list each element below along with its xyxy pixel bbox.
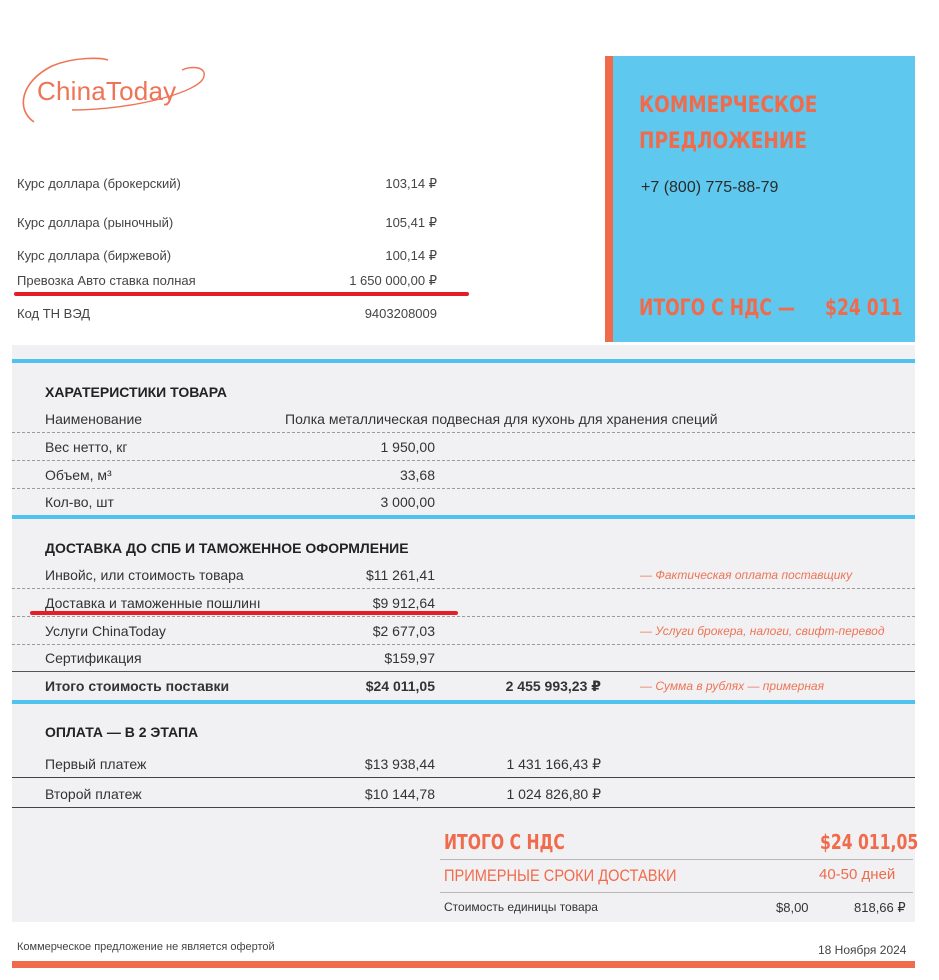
summary-total-label: ИТОГО С НДС xyxy=(444,830,565,854)
rate-value: 105,41 ₽ xyxy=(385,215,437,230)
rate-label: Код ТН ВЭД xyxy=(17,306,91,321)
offer-phone[interactable]: +7 (800) 775-88-79 xyxy=(641,179,779,196)
table-row xyxy=(12,780,915,808)
row-label: Объем, м³ xyxy=(45,467,112,483)
row-label: Услуги ChinaToday xyxy=(45,623,166,639)
offer-total-label: ИТОГО С НДС — xyxy=(639,296,796,321)
row-rub: 2 455 993,23 ₽ xyxy=(505,678,601,694)
rate-label: Превозка Авто ставка полная xyxy=(17,273,196,288)
row-label: Наименование xyxy=(45,411,143,427)
row-label: Второй платеж xyxy=(45,786,142,802)
unit-price-usd: $8,00 xyxy=(776,900,809,915)
divider xyxy=(440,859,913,860)
row-value: 33,68 xyxy=(399,467,435,483)
footer-bar xyxy=(12,961,915,968)
row-note: — Фактическая оплата поставщику xyxy=(640,568,853,582)
rate-row-exchange xyxy=(17,248,437,266)
offer-title-line: ПРЕДЛОЖЕНИЕ xyxy=(639,129,807,154)
offer-title xyxy=(639,88,866,160)
footer-disclaimer: Коммерческое предложение не является офертой xyxy=(17,941,275,953)
rate-value: 103,14 ₽ xyxy=(385,176,437,191)
row-value: 3 000,00 xyxy=(380,494,435,510)
rate-label: Курс доллара (брокерский) xyxy=(17,176,181,191)
offer-total-value: $24 011 xyxy=(825,296,903,321)
unit-price-label: Стоимость единицы товара xyxy=(444,900,598,914)
delivery-term-value: 40-50 дней xyxy=(819,866,896,883)
logo-text: ChinaToday xyxy=(37,76,177,106)
section-title-payment: ОПЛАТА — В 2 ЭТАПА xyxy=(45,724,199,740)
table-row xyxy=(12,750,915,778)
delivery-term-label: ПРИМЕРНЫЕ СРОКИ ДОСТАВКИ xyxy=(444,866,677,885)
row-label: Инвойс, или стоимость товара xyxy=(45,567,244,583)
section-divider xyxy=(12,515,915,519)
rate-row-transport xyxy=(17,273,437,291)
row-rub: 1 024 826,80 ₽ xyxy=(506,786,601,802)
highlight-underline xyxy=(30,611,458,615)
row-usd: $11 261,41 xyxy=(365,567,435,583)
rate-label: Курс доллара (рыночный) xyxy=(17,215,174,230)
offer-box xyxy=(605,56,915,342)
row-label: Итого стоимость поставки xyxy=(45,678,230,694)
table-row xyxy=(12,433,915,461)
rate-row-hs-code xyxy=(17,306,437,324)
row-label: Кол-во, шт xyxy=(45,494,114,510)
row-usd: $9 912,64 xyxy=(372,595,435,611)
rate-value: 9403208009 xyxy=(364,306,437,321)
row-usd: $13 938,44 xyxy=(364,756,435,772)
section-title-delivery: ДОСТАВКА ДО СПБ И ТАМОЖЕННОЕ ОФОРМЛЕНИЕ xyxy=(45,540,409,556)
row-label: Первый платеж xyxy=(45,756,147,772)
table-row xyxy=(12,488,915,516)
rate-value: 100,14 ₽ xyxy=(385,248,437,263)
unit-price-rub: 818,66 ₽ xyxy=(854,900,906,915)
row-note: — Услуги брокера, налоги, свифт-перевод xyxy=(640,624,885,638)
section-title-product: ХАРАТЕРИСТИКИ ТОВАРА xyxy=(45,384,227,400)
row-usd: $10 144,78 xyxy=(364,786,435,802)
section-divider xyxy=(12,700,915,704)
row-label: Вес нетто, кг xyxy=(45,439,128,455)
table-row xyxy=(12,617,915,645)
summary-total-value: $24 011,05 xyxy=(820,830,919,854)
table-row xyxy=(12,644,915,672)
rate-value: 1 650 000,00 ₽ xyxy=(349,273,437,288)
rate-row-market xyxy=(17,215,437,233)
row-usd: $159,97 xyxy=(384,650,435,666)
row-value: Полка металлическая подвесная для кухонь для хранения специй xyxy=(285,411,718,427)
row-label: Сертификация xyxy=(45,650,142,666)
table-row xyxy=(12,561,915,589)
highlight-underline xyxy=(14,292,469,296)
row-rub: 1 431 166,43 ₽ xyxy=(506,756,601,772)
footer-date: 18 Ноября 2024 xyxy=(818,943,907,957)
rate-row-broker xyxy=(17,176,437,194)
company-logo xyxy=(12,52,212,128)
row-usd: $24 011,05 xyxy=(365,678,435,694)
table-row xyxy=(12,405,915,433)
table-row xyxy=(12,461,915,489)
row-note: — Сумма в рублях — примерная xyxy=(640,679,825,693)
offer-title-line: КОММЕРЧЕСКОЕ xyxy=(639,93,818,118)
table-row-total xyxy=(12,672,915,700)
row-usd: $2 677,03 xyxy=(372,623,435,639)
rate-label: Курс доллара (биржевой) xyxy=(17,248,172,263)
row-value: 1 950,00 xyxy=(380,439,435,455)
section-divider xyxy=(12,359,915,363)
divider xyxy=(440,892,913,893)
row-label: Доставка и таможенные пошлинı xyxy=(45,595,261,611)
